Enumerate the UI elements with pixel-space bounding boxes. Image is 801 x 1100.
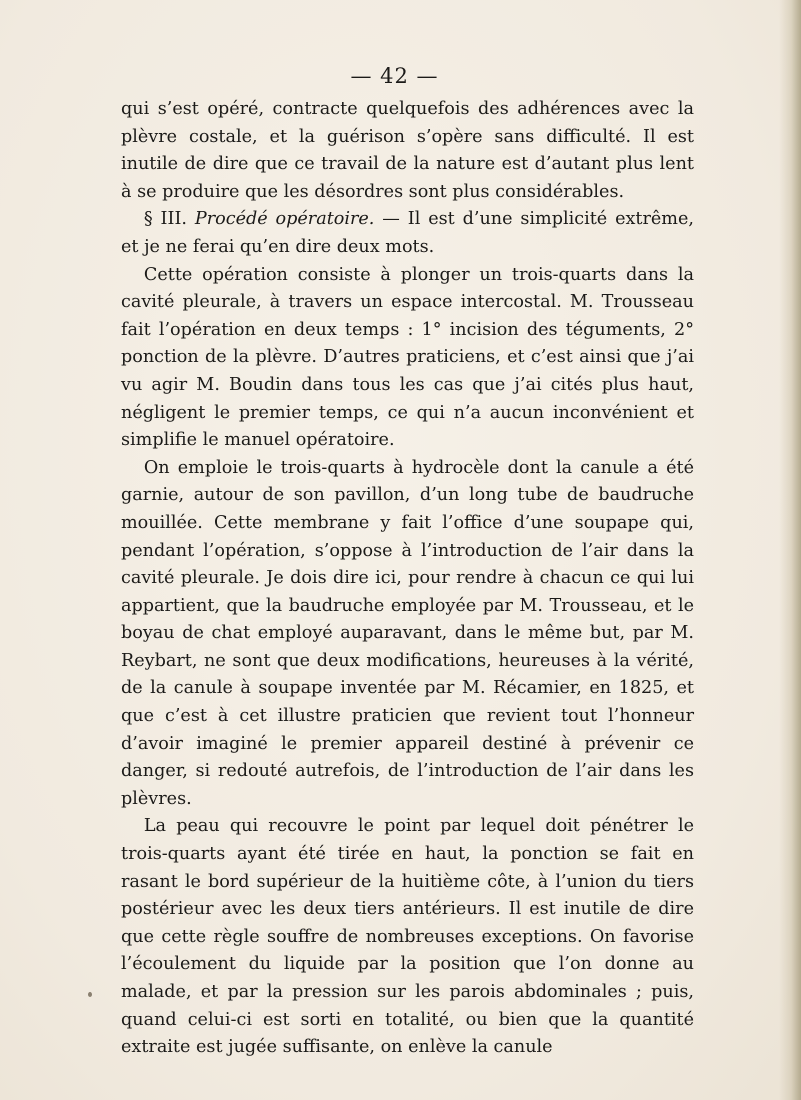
paragraph-2-section [121,206,694,261]
paragraph-3: Cette opération consiste à plonger un trois-quarts dans la cavité pleurale, à travers un espace intercostal. M. Trousseau fait l’opération en deux temps : 1° incision des téguments, 2° ponction de la plèvre. D’autres praticiens, et c’est ainsi que j’ai vu agir M. Boudin dans tous les cas que j’ai cités plus haut, négligent le premier temps, ce qui n’a aucun inconvénient et simplifie le manuel opératoire. [121,264,694,451]
ink-speck [88,992,92,997]
page-number: — 42 — [350,64,439,88]
paragraph-1: qui s’est opéré, contracte quelquefois des adhérences avec la plèvre costale, et la guérison s’opère sans difficulté. Il est inutile de dire que ce travail de la nature est d’autant plus lent à se produire que les désordres sont plus considérables. [121,99,694,202]
paragraph-4: On emploie le trois-quarts à hydrocèle dont la canule a été garnie, autour de son pavillon, d’un long tube de baudruche mouillée. Cette membrane y fait l’office d’une soupape qui, pendant l’opération, s’oppose à l’introduction de l’air dans la cavité pleurale. Je dois dire ici, pour rendre à chacun ce qui lui appartient, que la baudruche employée par M. Trousseau, et le boyau de chat employé auparavant, dans le même but, par M. Reybart, ne sont que deux modifications, heureuses à la vérité, de la canule à soupape inventée par M. Récamier, en 1825, et que c’est à cet illustre praticien que revient tout l’honneur d’avoir imaginé le premier appareil destiné à prévenir ce danger, si redouté autrefois, de l’introduction de l’air dans les plèvres. [121,457,694,809]
body-text [121,96,694,1062]
paragraph-5: La peau qui recouvre le point par lequel doit pénétrer le trois-quarts ayant été tirée en haut, la ponction se fait en rasant le bord supérieur de la huitième côte, à l’union du tiers postérieur avec les deux tiers antérieurs. Il est inutile de dire que cette règle souffre de nombreuses exceptions. On favorise l’écoulement du liquide par la position que l’on donne au malade, et par la pression sur les parois abdominales ; puis, quand celui-ci est sorti en totalité, ou bien que la quantité extraite est jugée suffisante, on enlève la canule [121,816,694,1058]
section-title: Procédé opératoire. [194,209,375,230]
section-number: § III. [143,209,195,230]
section-intro: — Il est d’une simplicité extrême, et je ne ferai qu’en dire deux mots. [121,209,694,257]
page-edge-shadow [779,0,801,1100]
